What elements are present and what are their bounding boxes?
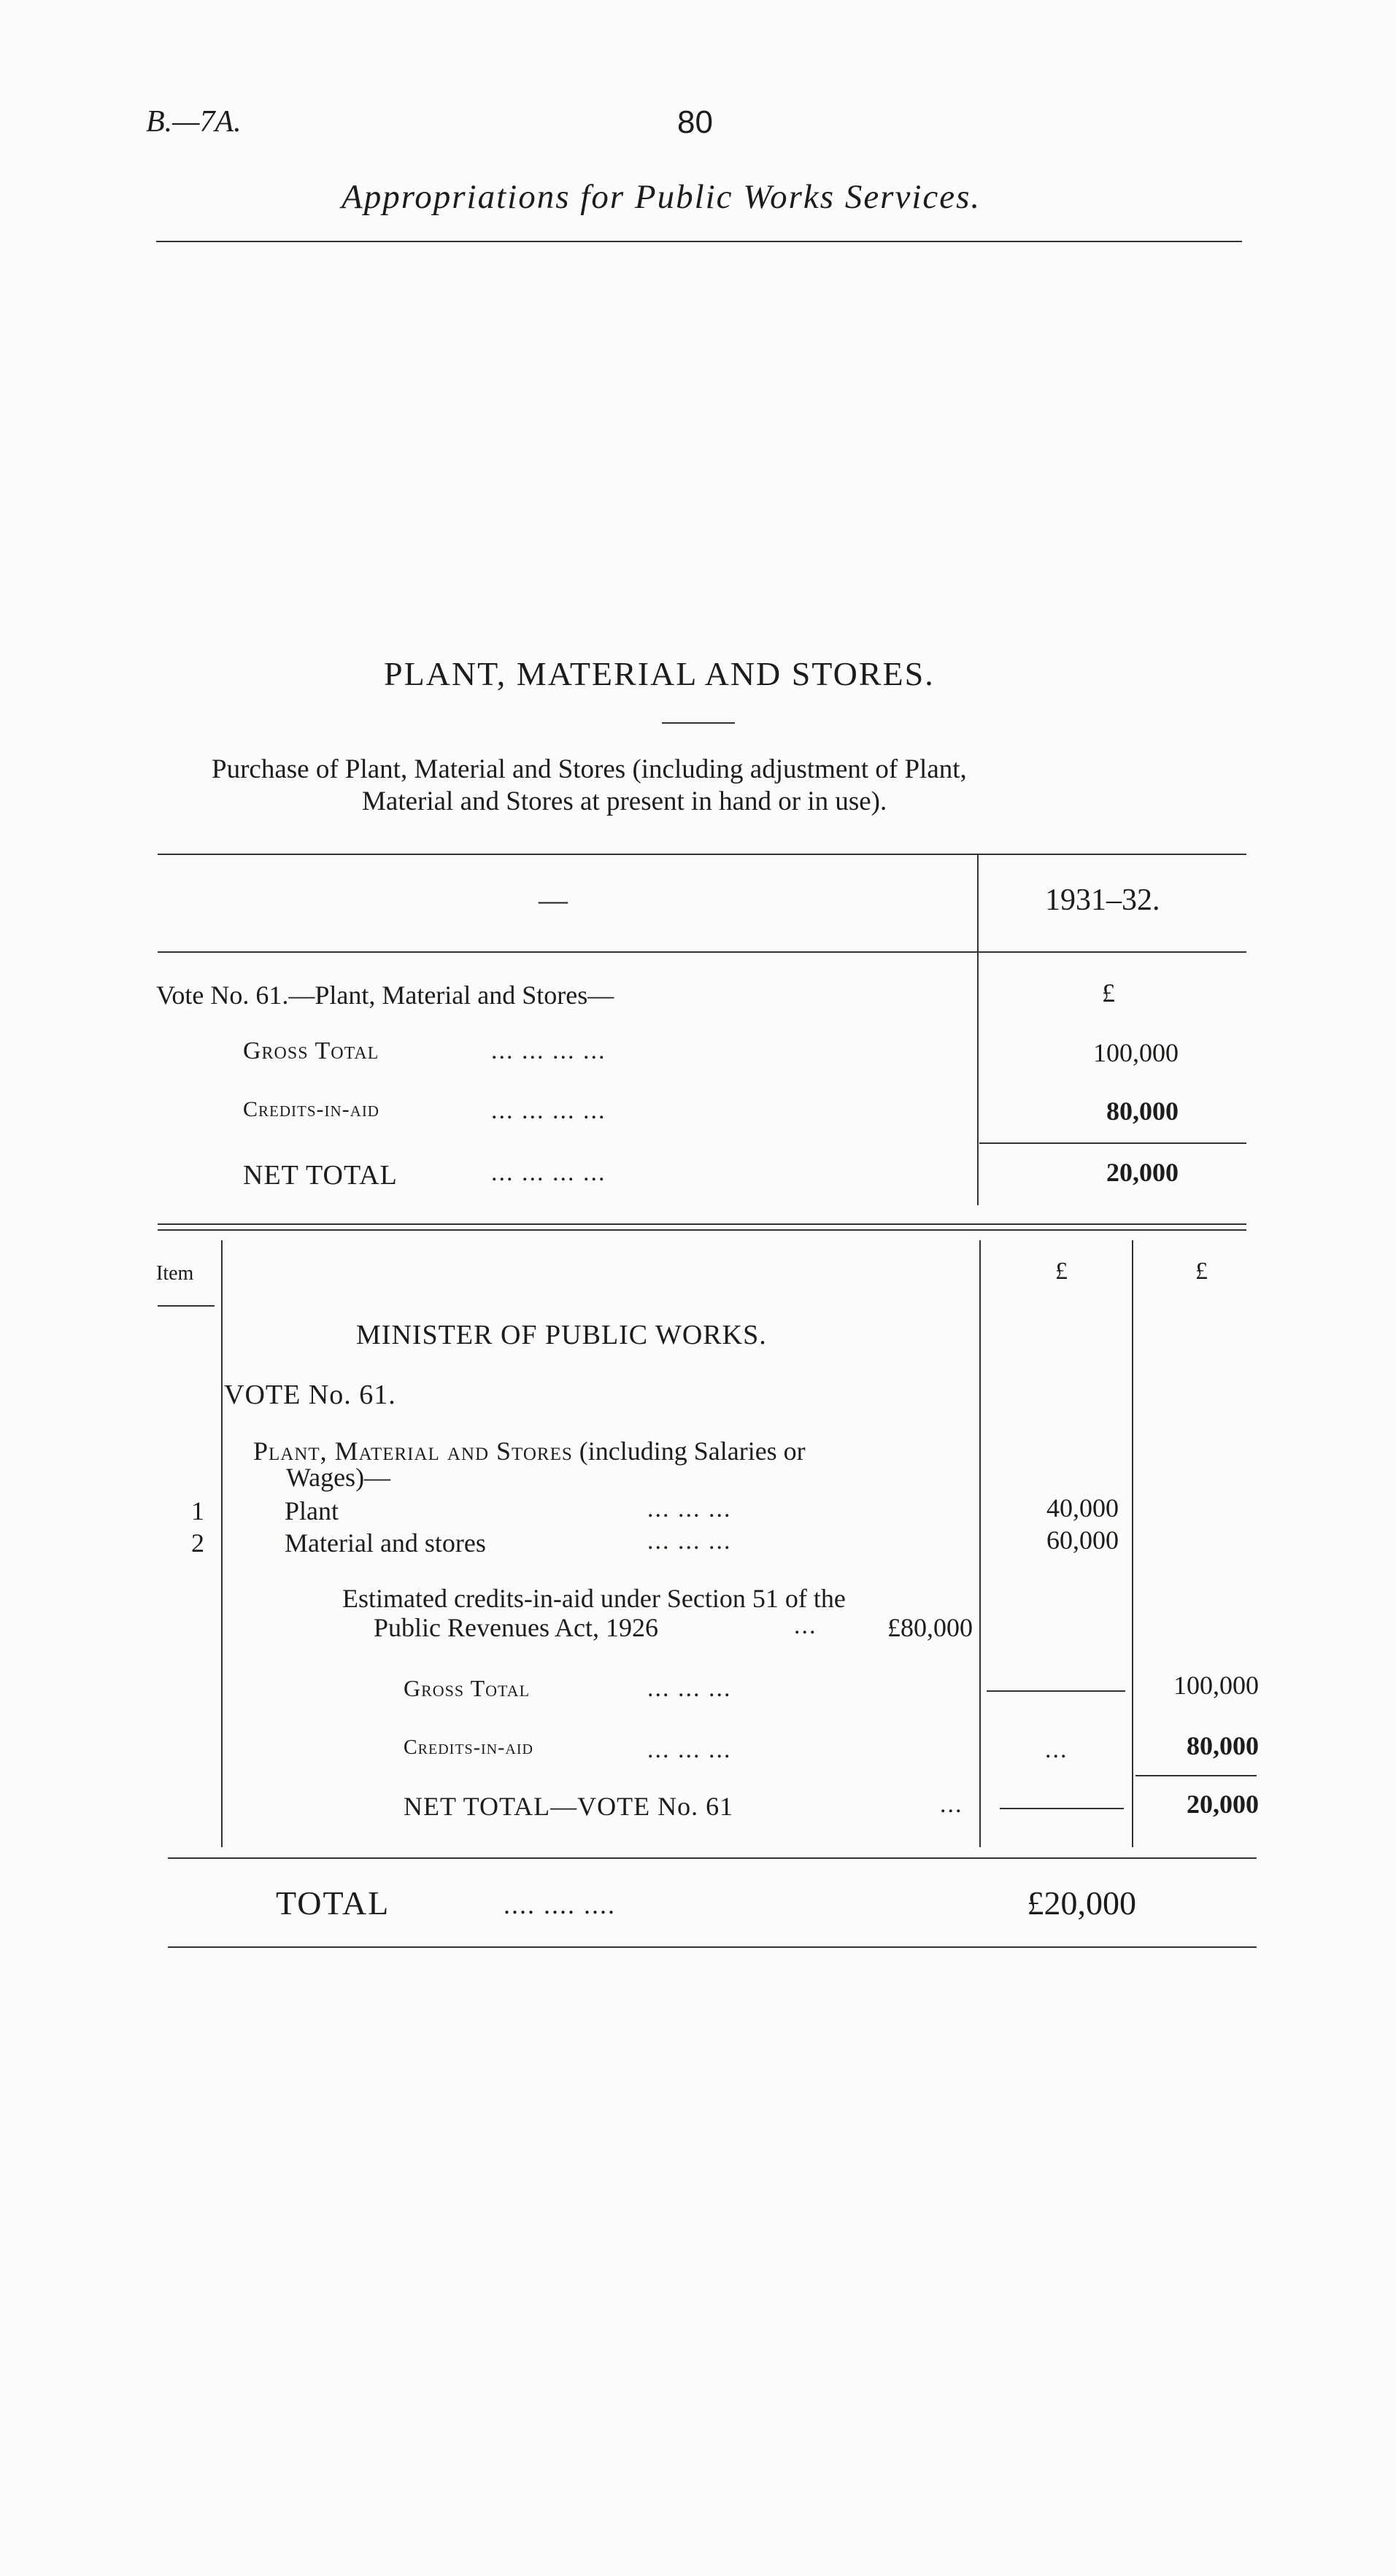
detail-gross-total-value: 100,000 <box>1173 1671 1259 1700</box>
section-description-line2: Material and Stores at present in hand or in use). <box>362 786 887 816</box>
summary-gross-total-label: Gross Total <box>243 1037 379 1064</box>
detail-net-total-label: NET TOTAL—VOTE No. 61 <box>404 1792 734 1821</box>
summary-net-total-label: NET TOTAL <box>243 1160 398 1191</box>
title-underline <box>662 722 735 724</box>
summary-top-rule <box>158 854 1246 855</box>
subhead-small-caps: Plant, Material and Stores <box>253 1436 573 1466</box>
summary-left-header: — <box>539 883 568 916</box>
detail-gross-total-label: Gross Total <box>404 1675 531 1701</box>
detail-gross-total-rule <box>987 1690 1125 1692</box>
detail-credits-mid: ... <box>1045 1736 1068 1763</box>
credits-note-leader: ... <box>794 1612 817 1639</box>
credits-note-line1: Estimated credits-in-aid under Section 51 of the <box>342 1584 846 1613</box>
detail-credits-value: 80,000 <box>1187 1731 1259 1760</box>
item-number-2: 2 <box>191 1528 204 1558</box>
summary-subtotal-rule <box>979 1142 1246 1144</box>
header-rule <box>156 241 1242 242</box>
detail-subtotal-rule <box>1135 1775 1257 1776</box>
minister-heading: MINISTER OF PUBLIC WORKS. <box>356 1320 767 1350</box>
summary-gross-total-leader: ... ... ... ... <box>491 1037 606 1064</box>
detail-top-rule-2 <box>158 1229 1246 1231</box>
item-number-1: 1 <box>191 1496 204 1525</box>
subhead-rest: (including Salaries or <box>572 1436 806 1466</box>
summary-column-divider <box>977 855 979 1205</box>
summary-credits-value: 80,000 <box>1106 1096 1179 1126</box>
item-label-material: Material and stores <box>285 1528 486 1558</box>
summary-year-header: 1931–32. <box>1045 883 1160 917</box>
running-title: Appropriations for Public Works Services. <box>342 178 982 216</box>
detail-net-total-leader: ... <box>940 1791 963 1818</box>
summary-header-rule <box>158 951 1246 953</box>
detail-currency-col2: £ <box>1195 1258 1208 1285</box>
page-number: 80 <box>677 104 713 140</box>
summary-net-total-leader: ... ... ... ... <box>491 1159 606 1186</box>
detail-net-total-value: 20,000 <box>1187 1790 1259 1819</box>
document-reference: B.—7A. <box>146 105 242 139</box>
grand-total-label: TOTAL <box>276 1884 390 1922</box>
section-title: PLANT, MATERIAL AND STORES. <box>384 655 935 692</box>
grand-total-rule <box>168 1946 1257 1948</box>
detail-col1-divider <box>979 1240 981 1847</box>
item-leader-plant: ... ... ... <box>647 1496 732 1523</box>
summary-gross-total-value: 100,000 <box>1093 1038 1179 1067</box>
detail-credits-leader: ... ... ... <box>647 1736 732 1763</box>
detail-col2-divider <box>1132 1240 1133 1847</box>
summary-vote-label: Vote No. 61.—Plant, Material and Stores— <box>156 980 614 1010</box>
grand-total-value: £20,000 <box>1027 1884 1136 1922</box>
subhead-line2: Wages)— <box>286 1463 391 1492</box>
detail-bottom-rule <box>168 1857 1257 1859</box>
detail-item-header: Item <box>156 1262 194 1285</box>
item-value-plant: 40,000 <box>1046 1493 1119 1523</box>
grand-total-leader: .... .... .... <box>504 1890 616 1919</box>
summary-credits-label: Credits-in-aid <box>243 1097 379 1121</box>
detail-item-divider <box>221 1240 223 1847</box>
detail-item-header-rule <box>158 1305 215 1307</box>
section-description-line1: Purchase of Plant, Material and Stores (including adjustment of Plant, <box>212 754 967 784</box>
vote-heading: VOTE No. 61. <box>224 1380 396 1410</box>
item-label-plant: Plant <box>285 1496 339 1525</box>
detail-currency-col1: £ <box>1055 1258 1068 1285</box>
detail-net-total-rule <box>1000 1808 1124 1809</box>
item-value-material: 60,000 <box>1046 1525 1119 1555</box>
item-leader-material: ... ... ... <box>647 1528 732 1555</box>
summary-currency: £ <box>1102 978 1115 1007</box>
detail-gross-total-leader: ... ... ... <box>647 1675 732 1702</box>
summary-credits-leader: ... ... ... ... <box>491 1097 606 1124</box>
detail-top-rule-1 <box>158 1223 1246 1225</box>
credits-note-value: £80,000 <box>887 1613 973 1642</box>
summary-net-total-value: 20,000 <box>1106 1158 1179 1187</box>
credits-note-line2: Public Revenues Act, 1926 <box>374 1613 658 1642</box>
detail-credits-label: Credits-in-aid <box>404 1736 533 1759</box>
